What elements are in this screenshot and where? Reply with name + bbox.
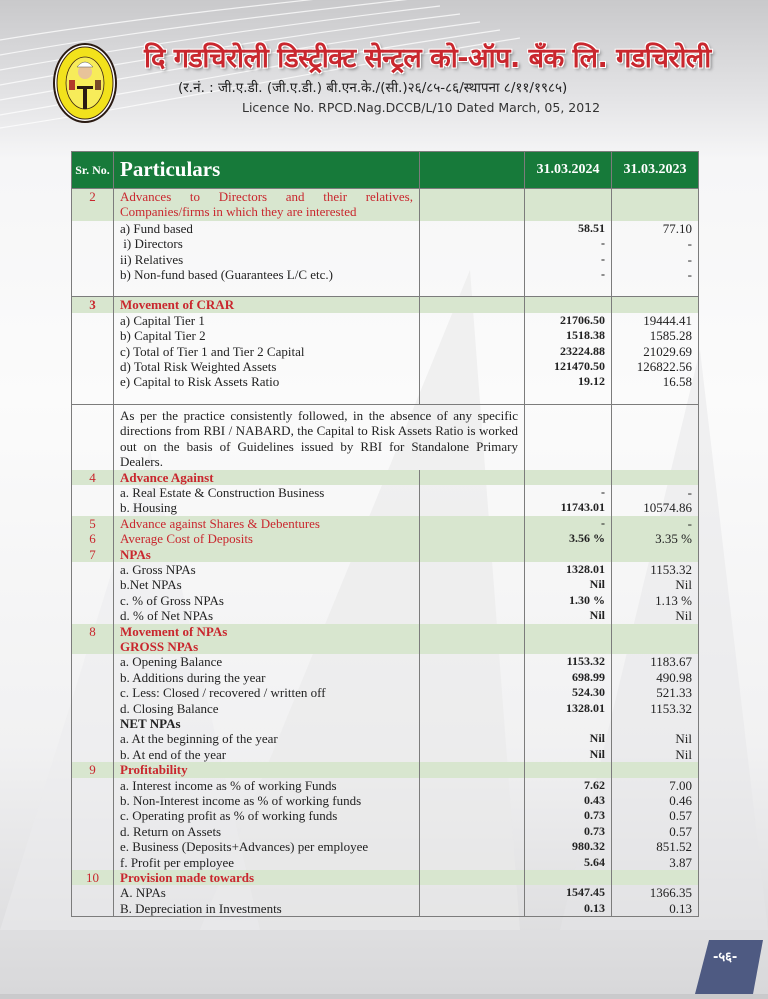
section-row [72, 547, 699, 562]
section-title: Provision made towards [114, 870, 420, 885]
row-label: b. At end of the year [114, 747, 420, 762]
row-label: b. Non-Interest income as % of working funds [114, 793, 420, 808]
value-2023: 1.13 % [612, 593, 699, 608]
value-2023: - [612, 516, 699, 531]
crar-note: As per the practice consistently followed, in the absence of any specific directions from RBI / NABARD, the Capital to Risk Assets Ratio is worked out on the basis of Guidelines issued by RBI for Standalone Primary Dealers. [114, 404, 525, 469]
value-2023: - [612, 267, 699, 282]
page-number-tab [695, 940, 763, 994]
table-row [72, 685, 699, 700]
table-row [72, 328, 699, 343]
row-label: a. Interest income as % of working Funds [114, 778, 420, 793]
table-row [72, 747, 699, 762]
value-2024: 23224.88 [525, 344, 612, 359]
section-number: 7 [72, 547, 114, 562]
value-2024: Nil [525, 731, 612, 746]
table-row [72, 252, 699, 267]
table-row [72, 731, 699, 746]
row-label: c) Total of Tier 1 and Tier 2 Capital [114, 344, 420, 359]
disclosure-table [71, 151, 699, 917]
value-2024: 121470.50 [525, 359, 612, 374]
value-2023: Nil [612, 747, 699, 762]
section-row [72, 516, 699, 531]
row-label: a. Opening Balance [114, 654, 420, 669]
value-2023: 77.10 [612, 221, 699, 236]
value-2024: 5.64 [525, 855, 612, 870]
header-sr-no: Sr. No. [72, 152, 114, 189]
value-2023: - [612, 252, 699, 267]
table-row [72, 608, 699, 623]
row-label: A. NPAs [114, 885, 420, 900]
row-label: b. Housing [114, 500, 420, 515]
row-label: a) Capital Tier 1 [114, 313, 420, 328]
value-2023: 7.00 [612, 778, 699, 793]
row-label: a. Real Estate & Construction Business [114, 485, 420, 500]
value-2023: 0.57 [612, 808, 699, 823]
row-label: f. Profit per employee [114, 855, 420, 870]
section-number: 2 [72, 189, 114, 221]
value-2024: 980.32 [525, 839, 612, 854]
row-label: i) Directors [114, 236, 420, 251]
net-npas-heading: NET NPAs [114, 716, 420, 731]
page-number: -५६- [713, 950, 738, 965]
value-2024: 1328.01 [525, 701, 612, 716]
table-row [72, 670, 699, 685]
section-row [72, 531, 699, 546]
section-title: NPAs [114, 547, 420, 562]
section-title: Advance Against [114, 470, 420, 485]
section-row [72, 624, 699, 655]
header-blank [420, 152, 525, 189]
section-number: 4 [72, 470, 114, 485]
value-2023: 1585.28 [612, 328, 699, 343]
value-2024: 11743.01 [525, 500, 612, 515]
value-2023: 126822.56 [612, 359, 699, 374]
row-label: ii) Relatives [114, 252, 420, 267]
section-number: 5 [72, 516, 114, 531]
value-2023: - [612, 236, 699, 251]
bank-emblem-icon [52, 42, 118, 124]
value-2023: 521.33 [612, 685, 699, 700]
section-title [114, 624, 420, 655]
value-2024: 58.51 [525, 221, 612, 236]
table-row [72, 901, 699, 917]
value-2024: Nil [525, 577, 612, 592]
value-2023: 1153.32 [612, 701, 699, 716]
bank-name-title: दि गडचिरोली डिस्ट्रीक्ट सेन्ट्रल को-ऑप. बँक लि. गडचिरोली [144, 43, 711, 74]
value-2023: Nil [612, 608, 699, 623]
value-2023: 16.58 [612, 374, 699, 389]
spacer-row [72, 390, 699, 405]
row-label: B. Depreciation in Investments [114, 901, 420, 917]
value-2024: 0.73 [525, 808, 612, 823]
value-2024: - [525, 252, 612, 267]
table-row [72, 236, 699, 251]
section-number: 9 [72, 762, 114, 777]
table-row [72, 654, 699, 669]
value-2024: 0.43 [525, 793, 612, 808]
section-title: Advance against Shares & Debentures [114, 516, 420, 531]
section-title: Profitability [114, 762, 420, 777]
table-row [72, 593, 699, 608]
section-row [72, 297, 699, 313]
row-label: b.Net NPAs [114, 577, 420, 592]
table-row [72, 500, 699, 515]
value-2023: - [612, 485, 699, 500]
value-2023: Nil [612, 577, 699, 592]
value-2023: 21029.69 [612, 344, 699, 359]
value-2024: 0.73 [525, 824, 612, 839]
header-year-2024: 31.03.2024 [525, 152, 612, 189]
value-2024: - [525, 485, 612, 500]
section-title-text: Movement of NPAs [120, 623, 228, 639]
value-2023: 3.87 [612, 855, 699, 870]
header-particulars: Particulars [114, 152, 420, 189]
section-title: Advances to Directors and their relatives, Companies/firms in which they are interested [114, 189, 420, 221]
row-label: a. At the beginning of the year [114, 731, 420, 746]
table-row [72, 855, 699, 870]
value-2024: 3.56 % [525, 531, 612, 546]
value-2023: 851.52 [612, 839, 699, 854]
note-row [72, 404, 699, 469]
section-number: 6 [72, 531, 114, 546]
table-header-row [72, 152, 699, 189]
row-label: b. Additions during the year [114, 670, 420, 685]
value-2024: 1153.32 [525, 654, 612, 669]
table-row [72, 562, 699, 577]
row-label: d. % of Net NPAs [114, 608, 420, 623]
section-row [72, 762, 699, 777]
row-label: e) Capital to Risk Assets Ratio [114, 374, 420, 389]
section-number: 3 [72, 297, 114, 313]
value-2023: 0.46 [612, 793, 699, 808]
value-2024: 1547.45 [525, 885, 612, 900]
row-label: c. % of Gross NPAs [114, 593, 420, 608]
value-2024: 19.12 [525, 374, 612, 389]
section-row [72, 189, 699, 221]
table-row [72, 778, 699, 793]
table-row [72, 485, 699, 500]
section-title: Average Cost of Deposits [114, 531, 420, 546]
value-2023: Nil [612, 731, 699, 746]
value-2023: 1366.35 [612, 885, 699, 900]
section-title: Movement of CRAR [114, 297, 420, 313]
row-label: e. Business (Deposits+Advances) per employee [114, 839, 420, 854]
spacer-row [72, 282, 699, 297]
value-2024: 1328.01 [525, 562, 612, 577]
table-row [72, 824, 699, 839]
value-2023: 1153.32 [612, 562, 699, 577]
table-row [72, 374, 699, 389]
table-row [72, 839, 699, 854]
row-label: d) Total Risk Weighted Assets [114, 359, 420, 374]
row-label: d. Return on Assets [114, 824, 420, 839]
row-label: b) Non-fund based (Guarantees L/C etc.) [114, 267, 420, 282]
value-2024: 21706.50 [525, 313, 612, 328]
value-2024: 524.30 [525, 685, 612, 700]
row-label: a) Fund based [114, 221, 420, 236]
row-label: b) Capital Tier 2 [114, 328, 420, 343]
table-row [72, 221, 699, 236]
section-number: 8 [72, 624, 114, 655]
subheading-row [72, 716, 699, 731]
value-2023: 0.13 [612, 901, 699, 917]
value-2023: 19444.41 [612, 313, 699, 328]
value-2024: Nil [525, 608, 612, 623]
section-row [72, 870, 699, 885]
table-row [72, 344, 699, 359]
value-2024: 7.62 [525, 778, 612, 793]
value-2024: 698.99 [525, 670, 612, 685]
row-label: c. Operating profit as % of working funds [114, 808, 420, 823]
table-row [72, 808, 699, 823]
table-row [72, 577, 699, 592]
value-2024: - [525, 236, 612, 251]
section-subtitle: GROSS NPAs [120, 638, 199, 654]
table-row [72, 793, 699, 808]
table-row [72, 313, 699, 328]
table-row [72, 267, 699, 282]
table-row [72, 359, 699, 374]
row-label: a. Gross NPAs [114, 562, 420, 577]
value-2024: - [525, 516, 612, 531]
registration-number: (र.नं. : जी.ए.डी. (जी.ए.डी.) बी.एन.के./(सी.)२६/८५-८६/स्थापना ८/११/१९८५) [178, 80, 568, 96]
value-2024: 1518.38 [525, 328, 612, 343]
value-2024: Nil [525, 747, 612, 762]
table-row [72, 885, 699, 900]
value-2023: 0.57 [612, 824, 699, 839]
table-row [72, 701, 699, 716]
licence-number: Licence No. RPCD.Nag.DCCB/L/10 Dated March, 05, 2012 [242, 100, 601, 115]
section-number: 10 [72, 870, 114, 885]
value-2024: 0.13 [525, 901, 612, 917]
value-2023: 490.98 [612, 670, 699, 685]
row-label: d. Closing Balance [114, 701, 420, 716]
row-label: c. Less: Closed / recovered / written off [114, 685, 420, 700]
value-2023: 3.35 % [612, 531, 699, 546]
value-2024: 1.30 % [525, 593, 612, 608]
value-2024: - [525, 267, 612, 282]
value-2023: 1183.67 [612, 654, 699, 669]
value-2023: 10574.86 [612, 500, 699, 515]
section-row [72, 470, 699, 485]
header-year-2023: 31.03.2023 [612, 152, 699, 189]
